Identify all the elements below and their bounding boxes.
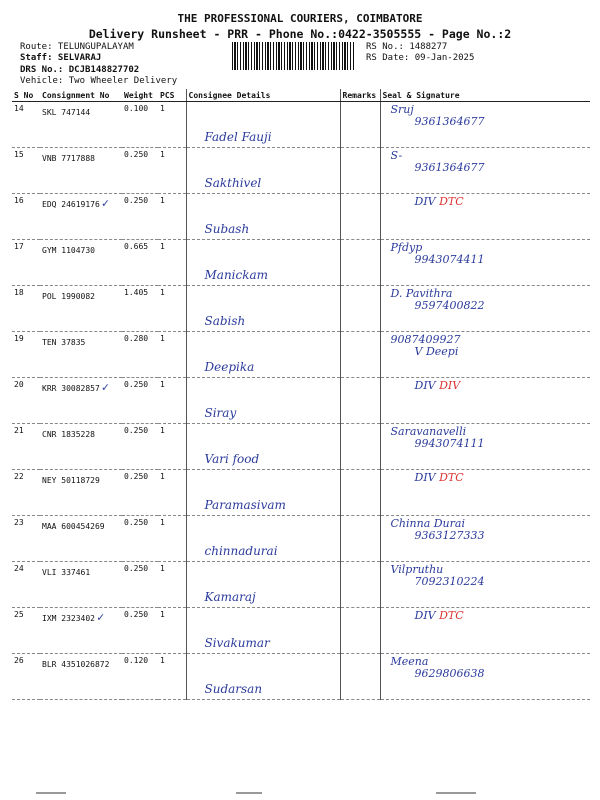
signature-line: 9087409927	[390, 333, 461, 346]
cell-consignment	[40, 608, 122, 654]
signature-phone	[391, 668, 589, 680]
runsheet-table	[12, 89, 590, 700]
signature-line: Meena	[390, 655, 429, 668]
cell-pcs: 1	[158, 240, 186, 286]
cell-pcs: 1	[158, 332, 186, 378]
signature-phone	[391, 576, 589, 588]
consignment-number: VNB 7717888	[42, 154, 95, 163]
cell-weight: 0.250	[122, 378, 158, 424]
footer-mark	[436, 792, 476, 794]
cell-signature	[380, 332, 590, 378]
table-row	[12, 654, 590, 700]
cell-sno: 20	[12, 378, 40, 424]
barcode	[232, 42, 354, 70]
table-row	[12, 516, 590, 562]
signature-text: V Deepi	[414, 345, 459, 358]
signature-line: S-	[390, 149, 403, 162]
col-weight: Weight	[122, 89, 158, 102]
table-body	[12, 102, 590, 700]
signature-text: 9943074111	[414, 437, 485, 450]
cell-pcs: 1	[158, 608, 186, 654]
rs-number: RS No.: 1488277	[366, 42, 448, 52]
cell-signature	[380, 608, 590, 654]
cell-consignee: Sabish	[186, 286, 340, 332]
check-mark-icon: ✓	[101, 380, 110, 394]
footer-mark	[36, 792, 66, 794]
signature-text: DIV	[414, 609, 436, 622]
signature-text: DIV	[414, 379, 436, 392]
cell-weight: 0.250	[122, 562, 158, 608]
cell-consignment	[40, 286, 122, 332]
col-sno: S No	[12, 89, 40, 102]
cell-consignee: Deepika	[186, 332, 340, 378]
col-remarks: Remarks	[340, 89, 380, 102]
cell-sno: 15	[12, 148, 40, 194]
table-header-row	[12, 89, 590, 102]
col-consignee: Consignee Details	[186, 89, 340, 102]
cell-remarks	[340, 194, 380, 240]
consignment-number: SKL 747144	[42, 108, 91, 117]
cell-remarks	[340, 102, 380, 148]
cell-consignment	[40, 240, 122, 286]
cell-sno: 19	[12, 332, 40, 378]
col-signature: Seal & Signature	[380, 89, 590, 102]
consignment-number: GYM 1104730	[42, 246, 95, 255]
consignment-number: VLI 337461	[42, 568, 91, 577]
cell-pcs: 1	[158, 194, 186, 240]
cell-signature	[380, 654, 590, 700]
cell-remarks	[340, 286, 380, 332]
cell-pcs: 1	[158, 424, 186, 470]
cell-signature	[380, 562, 590, 608]
signature-phone	[391, 346, 589, 358]
runsheet-subtitle: Delivery Runsheet - PRR - Phone No.:0422-3505555 - Page No.:2	[88, 27, 512, 41]
cell-consignee: Manickam	[186, 240, 340, 286]
table-row	[12, 102, 590, 148]
cell-remarks	[340, 516, 380, 562]
cell-remarks	[340, 332, 380, 378]
cell-remarks	[340, 654, 380, 700]
cell-sno: 16	[12, 194, 40, 240]
cell-signature	[380, 240, 590, 286]
signature-stamp: DTC	[439, 195, 464, 208]
cell-weight: 0.250	[122, 148, 158, 194]
table-row	[12, 608, 590, 654]
cell-sno: 24	[12, 562, 40, 608]
table-row	[12, 562, 590, 608]
signature-phone	[391, 438, 589, 450]
cell-sno: 21	[12, 424, 40, 470]
signature-text: 9629806638	[414, 667, 485, 680]
cell-consignment	[40, 562, 122, 608]
cell-weight: 0.250	[122, 516, 158, 562]
cell-signature	[380, 516, 590, 562]
signature-text: 9943074411	[414, 253, 485, 266]
cell-consignee: Siray	[186, 378, 340, 424]
cell-sno: 25	[12, 608, 40, 654]
cell-sno: 18	[12, 286, 40, 332]
signature-phone	[391, 116, 589, 128]
signature-phone	[391, 196, 589, 208]
cell-remarks	[340, 378, 380, 424]
cell-signature	[380, 102, 590, 148]
cell-consignee: Paramasivam	[186, 470, 340, 516]
signature-stamp: DIV	[439, 379, 461, 392]
signature-stamp: DTC	[439, 609, 464, 622]
cell-pcs: 1	[158, 378, 186, 424]
consignment-number: TEN 37835	[42, 338, 86, 347]
consignment-number: KRR 30082857	[42, 384, 100, 393]
cell-consignee: Fadel Fauji	[186, 102, 340, 148]
cell-remarks	[340, 240, 380, 286]
cell-consignee: Sakthivel	[186, 148, 340, 194]
table-row	[12, 194, 590, 240]
signature-line: Sruj	[390, 103, 414, 116]
cell-consignment	[40, 516, 122, 562]
footer-mark	[236, 792, 262, 794]
table-row	[12, 148, 590, 194]
signature-line: Vilpruthu	[390, 563, 444, 576]
signature-phone	[391, 530, 589, 542]
cell-consignee: Subash	[186, 194, 340, 240]
cell-signature	[380, 470, 590, 516]
cell-consignment	[40, 378, 122, 424]
signature-phone	[391, 300, 589, 312]
cell-signature	[380, 424, 590, 470]
signature-text: 9363127333	[414, 529, 485, 542]
cell-consignment	[40, 470, 122, 516]
cell-weight: 0.250	[122, 608, 158, 654]
cell-pcs: 1	[158, 562, 186, 608]
cell-weight: 1.405	[122, 286, 158, 332]
consignment-number: MAA 600454269	[42, 522, 105, 531]
cell-sno: 17	[12, 240, 40, 286]
check-mark-icon: ✓	[101, 196, 110, 210]
signature-text: DIV	[414, 471, 436, 484]
table-row	[12, 424, 590, 470]
cell-pcs: 1	[158, 102, 186, 148]
cell-weight: 0.250	[122, 470, 158, 516]
cell-signature	[380, 194, 590, 240]
table-row	[12, 378, 590, 424]
cell-consignee: chinnadurai	[186, 516, 340, 562]
cell-pcs: 1	[158, 470, 186, 516]
cell-consignee: Sivakumar	[186, 608, 340, 654]
signature-text: 9597400822	[414, 299, 485, 312]
cell-weight: 0.665	[122, 240, 158, 286]
signature-phone	[391, 380, 589, 392]
cell-consignment	[40, 424, 122, 470]
cell-consignment	[40, 148, 122, 194]
signature-text: 9361364677	[414, 115, 485, 128]
cell-weight: 0.280	[122, 332, 158, 378]
cell-signature	[380, 378, 590, 424]
cell-remarks	[340, 562, 380, 608]
consignment-number: NEY 50118729	[42, 476, 100, 485]
signature-line: Pfdyp	[390, 241, 423, 254]
signature-phone	[391, 472, 589, 484]
cell-sno: 23	[12, 516, 40, 562]
signature-line: Saravanavelli	[390, 425, 467, 438]
table-row	[12, 240, 590, 286]
consignment-number: CNR 1835228	[42, 430, 95, 439]
cell-sno: 22	[12, 470, 40, 516]
cell-consignment	[40, 194, 122, 240]
consignment-number: BLR 4351026872	[42, 660, 110, 669]
cell-sno: 14	[12, 102, 40, 148]
cell-remarks	[340, 470, 380, 516]
route-label: Route: TELUNGUPALAYAM	[20, 42, 134, 52]
cell-remarks	[340, 608, 380, 654]
signature-line: Chinna Durai	[390, 517, 465, 530]
table-row	[12, 470, 590, 516]
cell-consignment	[40, 102, 122, 148]
signature-text: DIV	[414, 195, 436, 208]
signature-phone	[391, 162, 589, 174]
col-consignment: Consignment No	[40, 89, 122, 102]
vehicle-label: Vehicle: Two Wheeler Delivery	[20, 76, 178, 86]
cell-consignee: Sudarsan	[186, 654, 340, 700]
cell-consignee: Vari food	[186, 424, 340, 470]
cell-weight: 0.100	[122, 102, 158, 148]
cell-consignee: Kamaraj	[186, 562, 340, 608]
signature-text: 7092310224	[414, 575, 485, 588]
cell-consignment	[40, 332, 122, 378]
cell-signature	[380, 286, 590, 332]
signature-stamp: DTC	[439, 471, 464, 484]
table-row	[12, 332, 590, 378]
cell-signature	[380, 148, 590, 194]
cell-weight: 0.250	[122, 424, 158, 470]
cell-remarks	[340, 148, 380, 194]
cell-weight: 0.120	[122, 654, 158, 700]
staff-label: Staff: SELVARAJ	[20, 53, 102, 63]
company-title: THE PROFESSIONAL COURIERS, COIMBATORE	[177, 12, 423, 25]
cell-pcs: 1	[158, 654, 186, 700]
cell-remarks	[340, 424, 380, 470]
cell-sno: 26	[12, 654, 40, 700]
cell-weight: 0.250	[122, 194, 158, 240]
check-mark-icon: ✓	[96, 610, 105, 624]
signature-line: D. Pavithra	[390, 287, 453, 300]
signature-phone	[391, 254, 589, 266]
cell-consignment	[40, 654, 122, 700]
signature-phone	[391, 610, 589, 622]
rs-date: RS Date: 09-Jan-2025	[366, 53, 475, 63]
col-pcs: PCS	[158, 89, 186, 102]
table-row	[12, 286, 590, 332]
drs-number: DRS No.: DCJB148827702	[20, 65, 140, 75]
consignment-number: EDQ 24619176	[42, 200, 100, 209]
signature-text: 9361364677	[414, 161, 485, 174]
cell-pcs: 1	[158, 516, 186, 562]
cell-pcs: 1	[158, 148, 186, 194]
consignment-number: IXM 2323402	[42, 614, 95, 623]
cell-pcs: 1	[158, 286, 186, 332]
consignment-number: POL 1990082	[42, 292, 95, 301]
